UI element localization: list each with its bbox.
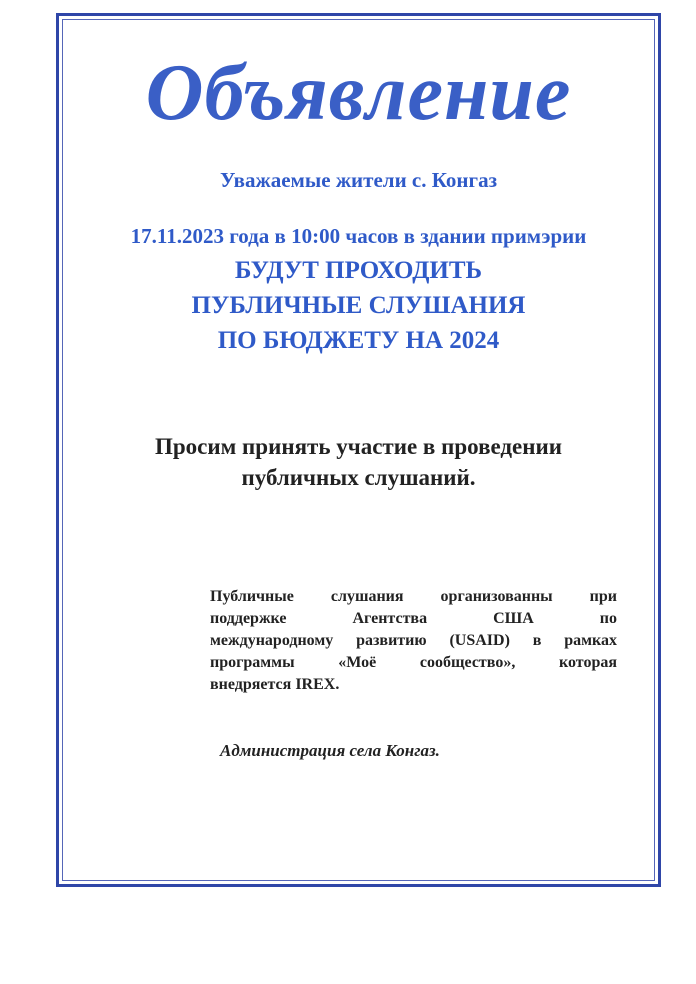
headline-block [62, 253, 655, 358]
request-line: Просим принять участие в проведении [154, 434, 562, 459]
participation-request [62, 431, 655, 493]
greeting-line: Уважаемые жители с. Конгаз [219, 168, 498, 192]
announcement-title: Объявление [145, 49, 572, 137]
date-time-line: 17.11.2023 года в 10:00 часов в здании примэрии [130, 224, 587, 248]
headline-line: ПО БЮДЖЕТУ НА 2024 [217, 327, 500, 354]
note-line: программы «Моё сообщество», которая [210, 654, 617, 671]
note-line: поддержке Агентства США по [210, 610, 617, 627]
note-line: Публичные слушания организованны при [210, 588, 617, 605]
note-line: внедряется IREX. [210, 676, 340, 693]
signature-line: Администрация села Конгаз. [220, 741, 440, 760]
sponsor-note [210, 586, 617, 696]
headline-line: ПУБЛИЧНЫЕ СЛУШАНИЯ [191, 292, 526, 319]
headline-line: БУДУТ ПРОХОДИТЬ [234, 257, 483, 284]
note-line: международному развитию (USAID) в рамках [210, 632, 617, 649]
request-line: публичных слушаний. [241, 465, 476, 490]
